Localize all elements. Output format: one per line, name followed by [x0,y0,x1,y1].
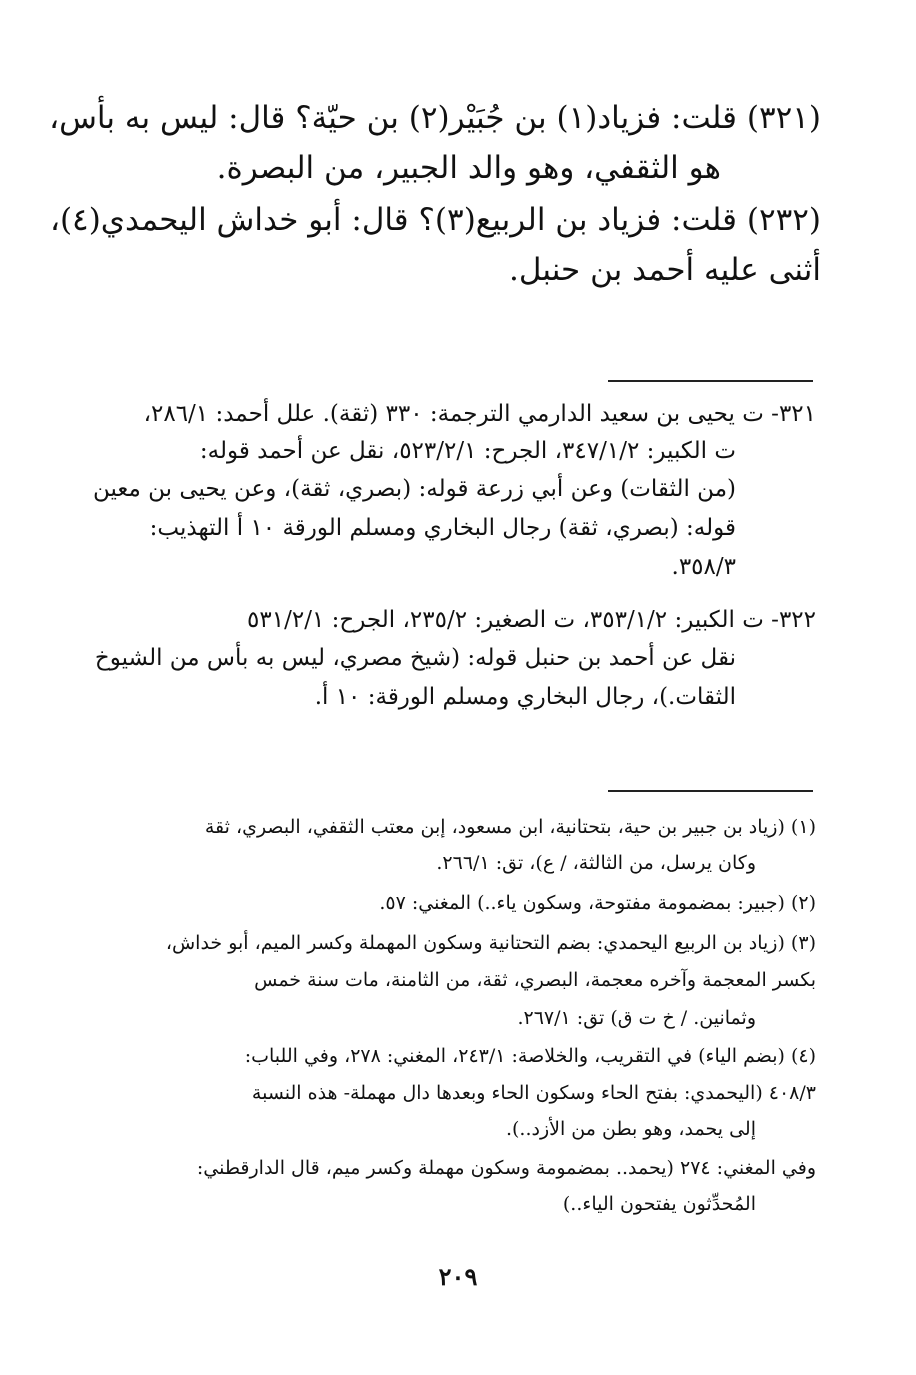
note-line: قوله: (بصري، ثقة) رجال البخاري ومسلم الورقة ١٠ أ التهذيب: [149,515,736,541]
note-line: نقل عن أحمد بن حنبل قوله: (شيخ مصري، ليس به بأس من الشيوخ [94,645,736,671]
note-line: ٣٢٢- ت الكبير: ٣٥٣/١/٢، ت الصغير: ٢٣٥/٢، الجرح: ٥٣١/٢/١ [247,607,816,633]
footnote-line: إلى يحمد، وهو بطن من الأزد..). [505,1118,756,1140]
note-line: ٣٥٨/٣. [671,554,736,580]
footnote-line: (٤) (بضم الياء) في التقريب، والخلاصة: ٢٤٣/١، المغني: ٢٧٨، وفي اللباب: [244,1045,816,1067]
footnote-line: وثمانين. / خ ت ق) تق: ٢٦٧/١. [517,1007,756,1029]
footnote-line: (٣) (زياد بن الربيع اليحمدي: بضم التحتانية وسكون المهملة وكسر الميم، أبو خداش، [165,932,816,954]
footnote-line: المُحدِّثون يفتحون الياء..) [562,1193,756,1215]
main-line: هو الثقفي، وهو والد الجبير، من البصرة. [216,150,721,186]
footnote-line: (٢) (جبير: بمضمومة مفتوحة، وسكون ياء..) المغني: ٥٧. [379,892,816,914]
note-line: الثقات.)، رجال البخاري ومسلم الورقة: ١٠ أ. [314,684,736,710]
footnote-line: ٤٠٨/٣ (اليحمدي: بفتح الحاء وسكون الحاء وبعدها دال مهملة- هذه النسبة [251,1082,816,1104]
note-line: ت الكبير: ٣٤٧/١/٢، الجرح: ٥٢٣/٢/١، نقل عن أحمد قوله: [199,438,736,464]
main-line: أثنى عليه أحمد بن حنبل. [509,252,821,288]
footnote-line: (١) (زياد بن جبير بن حية، بتحتانية، ابن مسعود، إبن معتب الثقفي، البصري، ثقة [204,816,816,838]
note-line: ٣٢١- ت يحيى بن سعيد الدارمي الترجمة: ٣٣٠ (ثقة). علل أحمد: ٢٨٦/١، [143,401,816,427]
editor-notes-divider [608,380,813,382]
footnote-line: بكسر المعجمة وآخره معجمة، البصري، ثقة، من الثامنة، مات سنة خمس [254,969,816,991]
note-line: (من الثقات) وعن أبي زرعة قوله: (بصري، ثقة)، وعن يحيى بن معين [92,476,736,502]
footnote-line: وفي المغني: ٢٧٤ (يحمد.. بمضمومة وسكون مهملة وكسر ميم، قال الدارقطني: [196,1157,816,1179]
footnotes-divider [608,790,813,792]
page-number: ٢٠٩ [438,1262,478,1291]
footnote-line: وكان يرسل، من الثالثة، / ع)، تق: ٢٦٦/١. [436,852,756,874]
main-line: (٣٢١) قلت: فزياد(١) بن جُبَيْر(٢) بن حيّة؟ قال: ليس به بأس، [49,100,821,136]
main-line: (٢٣٢) قلت: فزياد بن الربيع(٣)؟ قال: أبو خداش اليحمدي(٤)، [49,202,821,238]
